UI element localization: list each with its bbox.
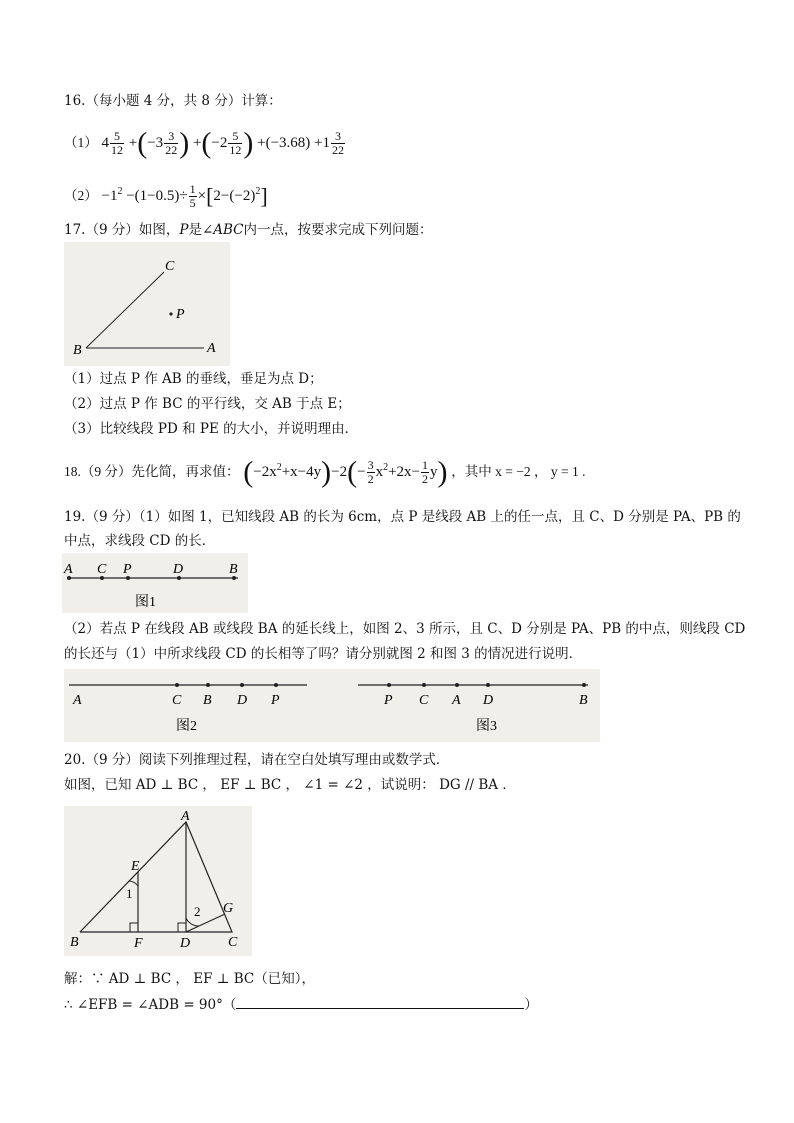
fig3-label-p: P	[384, 693, 393, 708]
q16-p2-inner: 2−(−2)	[213, 188, 256, 204]
q16-part1	[64, 122, 346, 164]
open-paren: (	[243, 455, 254, 489]
fig3-point-p	[387, 683, 391, 687]
close-paren: )	[179, 126, 190, 160]
q16-p1-c-frac	[228, 130, 242, 157]
label-c: C	[228, 935, 238, 950]
q19-figure1	[62, 553, 248, 613]
q16-p2-label: （2）	[64, 188, 98, 203]
frac-num: 5	[110, 130, 124, 144]
label-c: C	[165, 259, 175, 274]
q16-p1-e-frac	[331, 130, 345, 157]
q16-p1-b-whole: −3	[147, 135, 164, 151]
fig2-label-d: D	[237, 693, 248, 708]
q16-p2-times: ×	[197, 188, 207, 204]
fig2-point-d	[240, 683, 244, 687]
fig2-label-a: A	[73, 693, 82, 708]
q19-figures-2-3	[64, 669, 600, 742]
fig2-point-b	[206, 683, 210, 687]
q16-p1-label: （1）	[64, 135, 98, 150]
q18-e1: −2x	[253, 464, 277, 480]
fig3-label-d: D	[483, 693, 494, 708]
frac-den: 2	[422, 472, 428, 487]
frac-num: 3	[164, 130, 178, 144]
label-b: B	[73, 343, 82, 358]
answer-blank[interactable]	[236, 995, 524, 1009]
open-paren: (	[137, 126, 148, 160]
q16-p2-exp2: 2	[255, 186, 261, 197]
fig3-caption: 图3	[476, 719, 497, 734]
q18-frac2	[421, 459, 429, 486]
frac-den: 5	[189, 196, 196, 211]
q18-e3: −2	[331, 464, 348, 480]
q18-header: 18.（9 分）先化简，再求值：	[64, 464, 240, 479]
q17-header-p: P	[179, 222, 189, 238]
q20-solution-2	[64, 995, 538, 1014]
open-bracket: [	[206, 183, 214, 209]
q16-p2-frac	[189, 183, 197, 210]
fig3-point-d	[486, 683, 490, 687]
q16-p1-op2: +	[192, 135, 202, 151]
q16-p1-d: (−3.68)	[265, 135, 311, 151]
q16-part2	[64, 174, 268, 210]
fig1-segment	[62, 553, 248, 613]
frac-den: 22	[332, 143, 345, 158]
fig3-point-c	[422, 683, 426, 687]
label-angle-1: 1	[126, 886, 133, 901]
q16-p1-e-whole: 1	[322, 135, 331, 151]
segment-dg	[186, 914, 225, 932]
q18-e6: +2x−	[388, 464, 420, 480]
q18-expression	[64, 448, 585, 488]
angle-2-arc	[186, 918, 199, 926]
close-bracket: ]	[260, 183, 268, 209]
q18-e5: x	[375, 464, 384, 480]
q16-p2-exp1: 2	[117, 186, 123, 197]
q20-triangle-diagram	[64, 806, 252, 956]
q16-p1-b-frac	[164, 130, 178, 157]
frac-num: 1	[422, 458, 428, 473]
q16-p2-start: −1	[101, 188, 118, 204]
fig3-label-b: B	[579, 693, 588, 708]
q18-e2: +x−4y	[281, 464, 322, 480]
q17-header-a: 17.（9 分）如图，	[64, 222, 180, 238]
q16-p1-op4: +	[314, 135, 323, 151]
label-angle-2: 2	[194, 904, 201, 919]
label-d: D	[173, 562, 184, 577]
fig2-label-c: C	[172, 693, 182, 708]
label-a: A	[181, 809, 190, 824]
triangle-abc	[80, 822, 232, 932]
open-paren: (	[201, 126, 212, 160]
point-p	[169, 312, 172, 315]
frac-num: 5	[228, 130, 242, 144]
fig2-point-c	[175, 683, 179, 687]
fig3-point-a	[455, 683, 459, 687]
q16-header: 16.（每小题 4 分，共 8 分）计算：	[64, 93, 282, 109]
close-paren: )	[321, 455, 332, 489]
q17-header-b: 是∠	[188, 222, 214, 238]
close-paren: )	[243, 126, 254, 160]
label-e: E	[131, 859, 140, 874]
frac-den: 12	[229, 143, 242, 158]
close-paren: )	[437, 455, 448, 489]
q18-e5-exp: 2	[383, 462, 389, 473]
right-angle-f	[130, 923, 138, 932]
q18-frac1	[367, 459, 375, 486]
fig2-label-p: P	[271, 693, 280, 708]
q18-e1-exp: 2	[276, 462, 282, 473]
label-b: B	[70, 935, 79, 950]
label-c: C	[97, 562, 107, 577]
frac-den: 2	[367, 472, 374, 487]
fig2-fig3-segments	[64, 669, 600, 742]
q16-p1-a-whole: 4	[101, 135, 109, 151]
q17-item3: （3）比较线段 PD 和 PE 的大小，并说明理由．	[64, 421, 359, 437]
frac-num: 3	[367, 458, 374, 473]
q18-tail: ，其中 x = −2 ， y = 1 .	[451, 464, 586, 479]
q16-p1-a-frac	[110, 130, 124, 157]
fig1-caption: 图1	[135, 595, 156, 610]
fig3-point-b	[582, 683, 586, 687]
fig2-caption: 图2	[176, 719, 197, 734]
q17-item2: （2）过点 P 作 BC 的平行线，交 AB 于点 E；	[64, 396, 351, 412]
right-angle-d	[178, 923, 186, 932]
label-a: A	[207, 341, 216, 356]
frac-num: 3	[331, 130, 345, 144]
q17-header-abc: ABC	[213, 222, 244, 238]
q20-figure	[64, 806, 252, 956]
q16-p1-op1: +	[128, 135, 138, 151]
q20-line1: 20.（9 分）阅读下列推理过程，请在空白处填写理由或数学式．	[64, 752, 450, 768]
label-b: B	[229, 562, 238, 577]
q17-angle-diagram	[64, 242, 230, 366]
label-p: P	[176, 307, 185, 322]
fig2-point-p	[274, 683, 278, 687]
q16-p1-c-whole: −2	[211, 135, 228, 151]
q20-sol2-text: ∴ ∠EFB = ∠ADB = 90°（	[64, 997, 237, 1013]
q17-header-c: 内一点，按要求完成下列问题：	[243, 222, 433, 238]
frac-num: 1	[189, 182, 196, 197]
ray-bc	[86, 272, 164, 348]
q19-line2: 中点，求线段 CD 的长．	[64, 533, 216, 549]
label-a: A	[64, 562, 73, 577]
label-f: F	[134, 936, 143, 951]
fig3-label-c: C	[419, 693, 429, 708]
q16-p1-op3: +	[257, 135, 266, 151]
q19-line4: 的长还与（1）中所求线段 CD 的长相等了吗？请分别就图 2 和图 3 的情况进行说明．	[64, 646, 583, 662]
q18-e4: −	[357, 464, 366, 480]
q17-figure	[64, 242, 230, 366]
frac-den: 12	[111, 143, 123, 158]
q17-header	[64, 221, 433, 239]
q17-item1: （1）过点 P 作 AB 的垂线，垂足为点 D；	[64, 371, 323, 387]
open-paren: (	[347, 455, 358, 489]
q16-p2-mid: −(1−0.5)÷	[126, 188, 188, 204]
q19-line1: 19.（9 分）（1）如图 1，已知线段 AB 的长为 6cm，点 P 是线段 AB 上的任一点，且 C、D 分别是 PA、PB 的	[64, 509, 741, 525]
label-p: P	[123, 562, 132, 577]
q18-e7: y	[430, 464, 438, 480]
fig2-label-b: B	[203, 693, 212, 708]
q19-line3: （2）若点 P 在线段 AB 或线段 BA 的延长线上，如图 2、3 所示，且 C、D 分别是 PA、PB 的中点，则线段 CD	[64, 621, 746, 637]
q20-line2: 如图，已知 AD ⊥ BC ， EF ⊥ BC ， ∠1 = ∠2 ，试说明： DG // BA ．	[64, 777, 516, 793]
fig3-label-a: A	[452, 693, 461, 708]
q20-sol2-close: ）	[524, 997, 538, 1013]
frac-den: 22	[165, 143, 178, 158]
q20-solution-1: 解：∵ AD ⊥ BC ， EF ⊥ BC（已知），	[64, 971, 315, 987]
label-g: G	[223, 901, 234, 916]
label-d: D	[180, 936, 191, 951]
